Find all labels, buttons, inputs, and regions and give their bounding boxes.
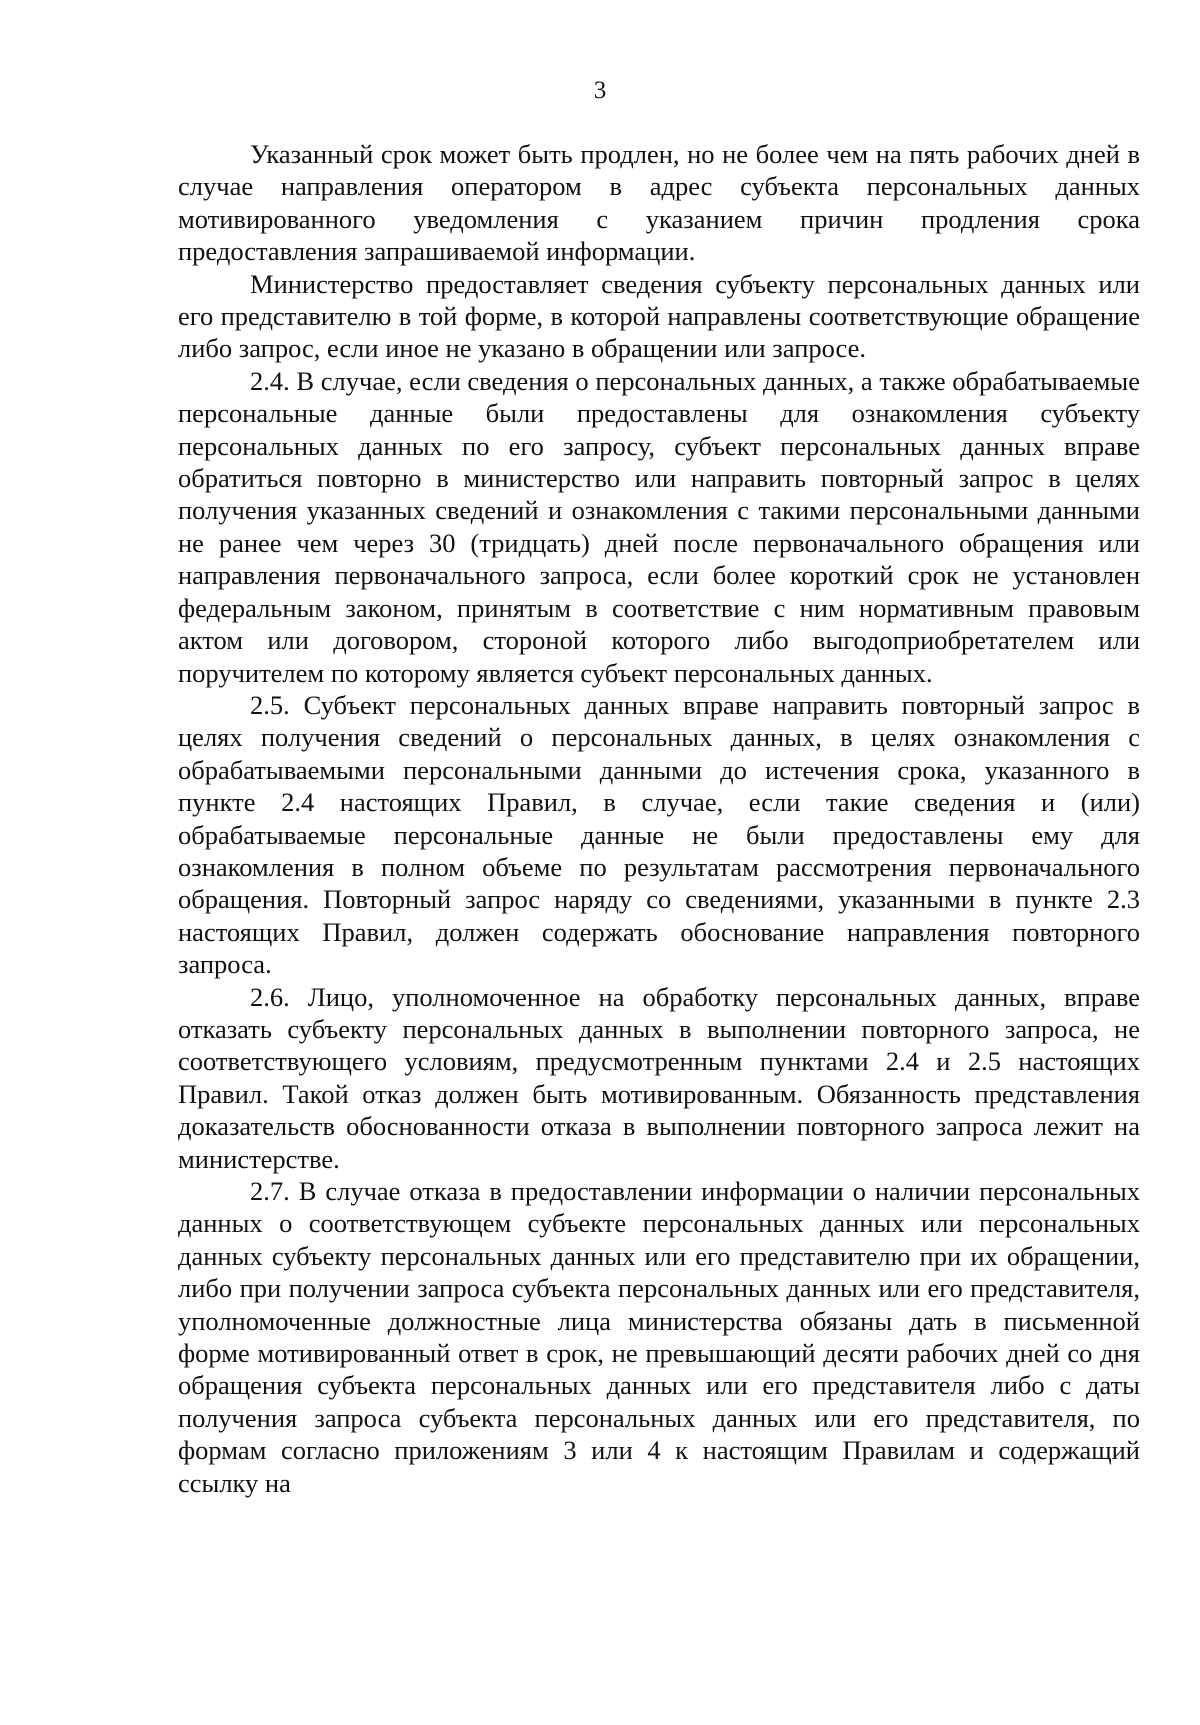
paragraph-2-7: 2.7. В случае отказа в предоставлении информации о наличии персональных данных о соответствующем субъекте персональных данных или персональных данных субъекту персональных данных или его представителю при их обращении, либо при получении запроса субъекта персональных данных или его представителя, уполномоченные должностные лица министерства обязаны дать в письменной форме мотивированный ответ в срок, не превышающий десяти рабочих дней со дня обращения субъекта персональных данных или его представителя либо с даты получения запроса субъекта персональных данных или его представителя, по формам согласно приложениям 3 или 4 к настоящим Правилам и содержащий ссылку на	[178, 1176, 1140, 1498]
page-number: 3	[593, 77, 607, 104]
paragraph-ministry-provides: Министерство предоставляет сведения субъекту персональных данных или его представителю в той форме, в которой направлены соответствующие обращение либо запрос, если иное не указано в обращении или запросе.	[178, 268, 1140, 364]
paragraph-extension-term: Указанный срок может быть продлен, но не более чем на пять рабочих дней в случае направления оператором в адрес субъекта персональных данных мотивированного уведомления с указанием причин продления срока предоставления запрашиваемой информации.	[178, 139, 1140, 267]
paragraph-2-6: 2.6. Лицо, уполномоченное на обработку персональных данных, вправе отказать субъекту персональных данных в выполнении повторного запроса, не соответствующего условиям, предусмотренным пунктами 2.4 и 2.5 настоящих Правил. Такой отказ должен быть мотивированным. Обязанность представления доказательств обоснованности отказа в выполнении повторного запроса лежит на министерстве.	[178, 981, 1140, 1174]
paragraph-2-5: 2.5. Субъект персональных данных вправе направить повторный запрос в целях получения сведений о персональных данных, в целях ознакомления с обрабатываемыми персональными данными до истечения срока, указанного в пункте 2.4 настоящих Правил, в случае, если такие сведения и (или) обрабатываемые персональные данные не были предоставлены ему для ознакомления в полном объеме по результатам рассмотрения первоначального обращения. Повторный запрос наряду со сведениями, указанными в пункте 2.3 настоящих Правил, должен содержать обоснование направления повторного запроса.	[178, 689, 1140, 980]
document-body	[178, 138, 1140, 1499]
paragraph-2-4: 2.4. В случае, если сведения о персональных данных, а также обрабатываемые персональные данные были предоставлены для ознакомления субъекту персональных данных по его запросу, субъект персональных данных вправе обратиться повторно в министерство или направить повторный запрос в целях получения указанных сведений и ознакомления с такими персональными данными не ранее чем через 30 (тридцать) дней после первоначального обращения или направления первоначального запроса, если более короткий срок не установлен федеральным законом, принятым в соответствие с ним нормативным правовым актом или договором, стороной которого либо выгодоприобретателем или поручителем по которому является субъект персональных данных.	[178, 365, 1140, 688]
